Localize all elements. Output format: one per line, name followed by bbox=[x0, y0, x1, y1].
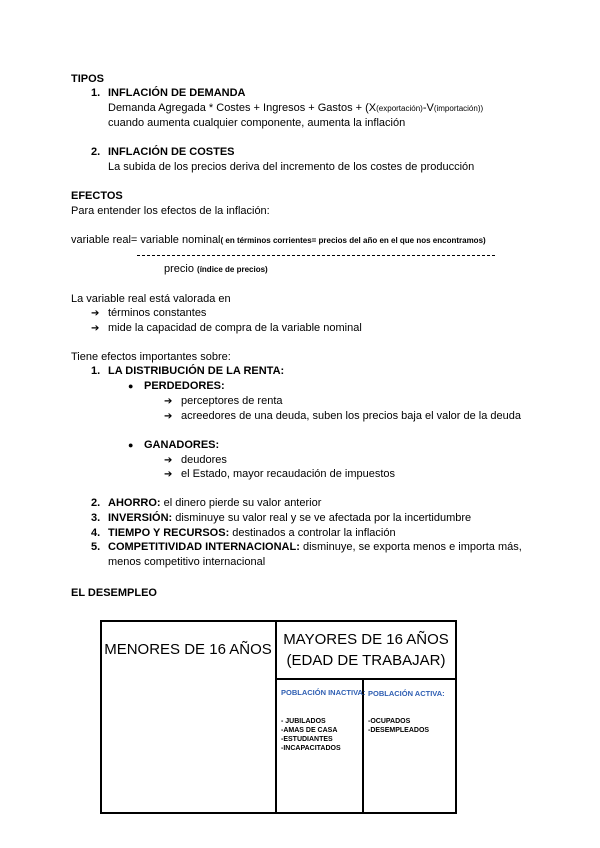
inactiva-item: -AMAS DE CASA bbox=[281, 727, 338, 734]
arrow-icon: ➔ bbox=[91, 308, 100, 319]
denominator-main: precio bbox=[164, 263, 194, 275]
denominator-small: (índice de precios) bbox=[197, 265, 268, 274]
effect-4-title: TIEMPO Y RECURSOS: bbox=[108, 527, 230, 539]
fraction-denominator bbox=[164, 263, 268, 276]
effect-2-title: AHORRO: bbox=[108, 497, 161, 509]
tipo-2-number: 2. bbox=[91, 146, 101, 158]
effect-3-title: INVERSIÓN: bbox=[108, 512, 173, 524]
bullet-icon: ● bbox=[128, 440, 134, 450]
tipo-2-title: INFLACIÓN DE COSTES bbox=[108, 146, 235, 158]
table-divider bbox=[275, 678, 457, 680]
efectos-heading: EFECTOS bbox=[71, 190, 123, 202]
activa-item: -OCUPADOS bbox=[368, 718, 411, 725]
fraction-line bbox=[137, 255, 495, 256]
inactiva-item: -INCAPACITADOS bbox=[281, 745, 341, 752]
effect-1-number: 1. bbox=[91, 365, 101, 377]
tipo-2-desc: La subida de los precios deriva del incremento de los costes de producción bbox=[108, 161, 475, 173]
inactiva-item: - JUBILADOS bbox=[281, 718, 326, 725]
ganadores-item-1: deudores bbox=[181, 454, 227, 466]
effect-5-text: disminuye, se exporta menos e importa más, bbox=[299, 541, 522, 553]
tipo-1-desc: cuando aumenta cualquier componente, aumenta la inflación bbox=[108, 117, 406, 129]
perdedores-item-1: perceptores de renta bbox=[181, 395, 283, 407]
effect-3 bbox=[108, 512, 471, 525]
effect-4-text: destinados a controlar la inflación bbox=[229, 527, 396, 539]
menores-cell: MENORES DE 16 AÑOS bbox=[104, 641, 272, 658]
effect-2 bbox=[108, 497, 321, 510]
table-divider bbox=[275, 620, 277, 814]
bullet-icon: ● bbox=[128, 381, 134, 391]
formula-exportacion: (exportación) bbox=[376, 104, 423, 113]
numerator-small: ( en términos corrientes= precios del año en el que nos encontramos) bbox=[220, 236, 486, 245]
effect-2-number: 2. bbox=[91, 497, 101, 509]
tipo-1-title: INFLACIÓN DE DEMANDA bbox=[108, 87, 246, 99]
real-var-intro: La variable real está valorada en bbox=[71, 293, 231, 305]
ganadores-item-2: el Estado, mayor recaudación de impuestos bbox=[181, 468, 396, 480]
inactiva-title: POBLACIÓN INACTIVA: bbox=[281, 688, 366, 697]
tipo-1-formula bbox=[108, 102, 483, 115]
effect-5 bbox=[108, 541, 522, 554]
effects-intro: Tiene efectos importantes sobre: bbox=[71, 351, 231, 363]
fraction-numerator bbox=[71, 234, 486, 247]
real-var-point-2: mide la capacidad de compra de la variable nominal bbox=[108, 322, 362, 334]
effect-4-number: 4. bbox=[91, 527, 101, 539]
effect-2-text: el dinero pierde su valor anterior bbox=[160, 497, 322, 509]
ganadores-title: GANADORES: bbox=[144, 439, 220, 451]
tipo-1-number: 1. bbox=[91, 87, 101, 99]
effect-5-text-2: menos competitivo internacional bbox=[108, 556, 266, 568]
arrow-icon: ➔ bbox=[164, 396, 173, 407]
real-var-point-1: términos constantes bbox=[108, 307, 207, 319]
mayores-line-1: MAYORES DE 16 AÑOS bbox=[283, 631, 449, 648]
arrow-icon: ➔ bbox=[91, 323, 100, 334]
formula-mid: -V bbox=[422, 102, 434, 114]
effect-3-text: disminuye su valor real y se ve afectada por la incertidumbre bbox=[172, 512, 472, 524]
activa-title: POBLACIÓN ACTIVA: bbox=[368, 689, 445, 698]
mayores-line-2: (EDAD DE TRABAJAR) bbox=[286, 652, 446, 669]
tipos-heading: TIPOS bbox=[71, 73, 105, 85]
perdedores-title: PERDEDORES: bbox=[144, 380, 225, 392]
inactiva-item: -ESTUDIANTES bbox=[281, 736, 333, 743]
desempleo-heading: EL DESEMPLEO bbox=[71, 587, 157, 599]
formula-main: Demanda Agregada * Costes + Ingresos + Gastos + (X bbox=[108, 102, 377, 114]
effect-5-number: 5. bbox=[91, 541, 101, 553]
numerator-main: variable real= variable nominal bbox=[71, 234, 221, 246]
arrow-icon: ➔ bbox=[164, 411, 173, 422]
activa-item: -DESEMPLEADOS bbox=[368, 727, 430, 734]
effect-3-number: 3. bbox=[91, 512, 101, 524]
effect-5-title: COMPETITIVIDAD INTERNACIONAL: bbox=[108, 541, 300, 553]
effect-1-title: LA DISTRIBUCIÓN DE LA RENTA: bbox=[108, 365, 285, 377]
efectos-intro: Para entender los efectos de la inflación: bbox=[71, 205, 270, 217]
perdedores-item-2: acreedores de una deuda, suben los precios baja el valor de la deuda bbox=[181, 410, 522, 422]
formula-importacion: (importación)) bbox=[433, 104, 484, 113]
arrow-icon: ➔ bbox=[164, 469, 173, 480]
arrow-icon: ➔ bbox=[164, 455, 173, 466]
effect-4 bbox=[108, 527, 396, 540]
